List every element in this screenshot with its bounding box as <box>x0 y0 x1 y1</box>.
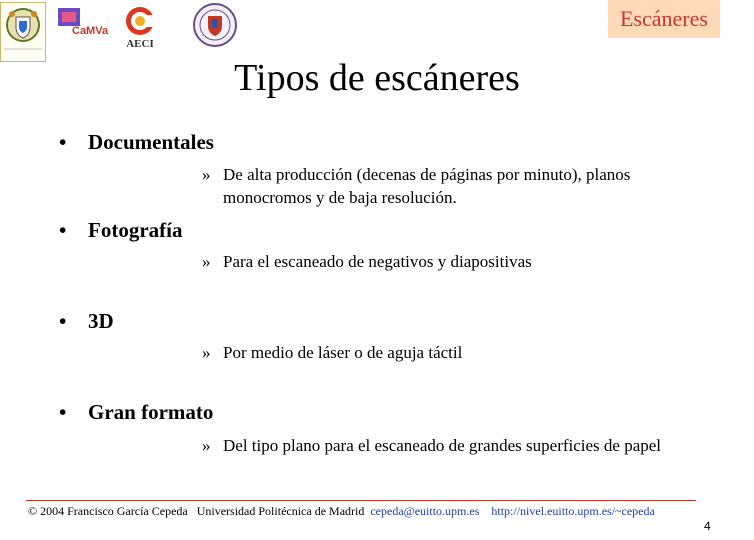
sub-marker: » <box>202 252 211 271</box>
sub-item-documentales <box>202 163 682 209</box>
footer-url-link[interactable]: http://nivel.euitto.upm.es/~cepeda <box>491 504 655 518</box>
bullet-gran-formato <box>59 399 213 425</box>
sub-item-text: Por medio de láser o de aguja táctil <box>223 343 463 362</box>
footer-institution: Universidad Politécnica de Madrid <box>196 504 365 518</box>
bullet-marker: • <box>59 218 67 242</box>
slide-title: Tipos de escáneres <box>234 57 520 99</box>
bullet-label: Fotografía <box>88 218 183 242</box>
sub-item-gran-formato <box>202 434 682 457</box>
bullet-marker: • <box>59 309 67 333</box>
circular-seal-icon <box>189 2 241 48</box>
footer <box>28 503 688 519</box>
sub-item-text: Del tipo plano para el escaneado de grandes superficies de papel <box>223 436 662 455</box>
aeci-logo-icon <box>120 4 160 50</box>
camva-logo <box>54 4 109 44</box>
bullet-3d <box>59 308 114 334</box>
sub-marker: » <box>202 165 211 184</box>
sub-marker: » <box>202 343 211 362</box>
sub-marker: » <box>202 436 211 455</box>
university-shield-icon <box>0 2 46 62</box>
page-number: 4 <box>704 519 711 533</box>
sub-item-3d <box>202 341 682 364</box>
aeci-logo <box>120 4 160 50</box>
svg-text:AECI: AECI <box>126 38 154 50</box>
sub-item-text: Para el escaneado de negativos y diapositivas <box>223 252 532 271</box>
bullet-fotografia <box>59 217 182 243</box>
topic-badge: Escáneres <box>608 0 720 38</box>
footer-copyright: © 2004 Francisco García Cepeda <box>28 504 188 518</box>
bullet-label: 3D <box>88 309 114 333</box>
sub-item-text: De alta producción (decenas de páginas por minuto), planos monocromos y de baja resolución. <box>223 165 631 207</box>
svg-text:CaMVa: CaMVa <box>72 25 109 37</box>
bullet-label: Gran formato <box>88 400 214 424</box>
shield-logo <box>0 2 46 62</box>
camva-logo-icon <box>54 4 109 44</box>
bullet-marker: • <box>59 400 67 424</box>
bullet-label: Documentales <box>88 130 214 154</box>
footer-email-link[interactable]: cepeda@euitto.upm.es <box>370 504 480 518</box>
bullet-documentales <box>59 129 214 155</box>
bullet-marker: • <box>59 130 67 154</box>
seal-logo <box>189 2 241 48</box>
footer-divider <box>26 500 696 501</box>
sub-item-fotografia <box>202 250 682 273</box>
